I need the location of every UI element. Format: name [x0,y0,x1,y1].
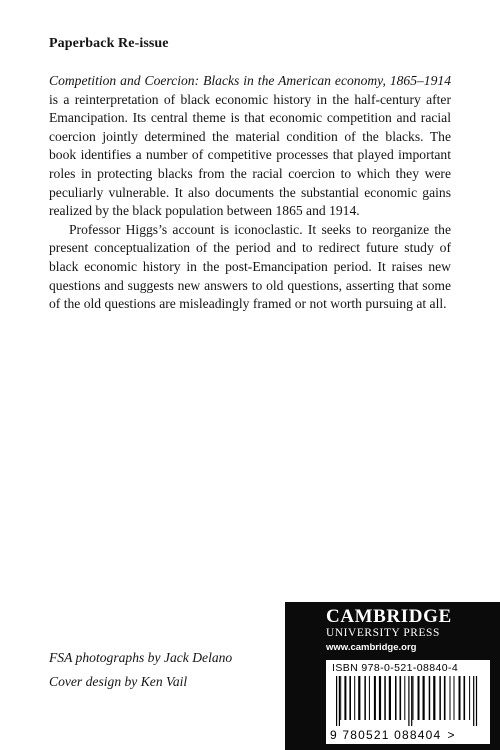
photo-credit: FSA photographs by Jack Delano [49,650,233,665]
cover-credits [49,646,232,694]
publisher-logo: CAMBRIDGE [326,606,452,627]
book-title: Competition and Coercion: Blacks in the American economy, 1865–1914 [49,73,451,88]
back-cover-blurb [49,72,451,314]
blurb-paragraph-1 [49,72,451,221]
blurb-paragraph-2: Professor Higgs’s account is iconoclastic. It seeks to reorganize the present conceptualization of the period and to redirect future study of black economic history in the post-Emancipation period. It raises new questions and suggests new answers to old questions, asserting that some of the old questions are misleadingly framed or not worth pursuing at all. [49,221,451,312]
barcode-label [326,660,490,744]
section-heading: Paperback Re-issue [49,36,169,51]
barcode-icon [334,676,482,726]
barcode-digits: 9 780521 088404 > [330,728,456,742]
publisher-block [285,602,500,750]
barcode-arrow: > [447,728,456,742]
blurb-paragraph-1-text: is a reinterpretation of black economic history in the half-century after Emancipation. Its central theme is that economic competition and racial coercion jointly determined the material condition of the blacks. The book identifies a number of competitive processes that played important roles in protecting blacks from the racial coercion to which they were peculiarly vulnerable. It also documents the substantial economic gains realized by the black population between 1865 and 1914. [49,91,451,219]
publisher-subtitle: UNIVERSITY PRESS [326,627,440,639]
cover-design-credit: Cover design by Ken Vail [49,674,188,689]
isbn-text: ISBN 978-0-521-08840-4 [332,662,459,674]
publisher-url: www.cambridge.org [326,642,417,653]
